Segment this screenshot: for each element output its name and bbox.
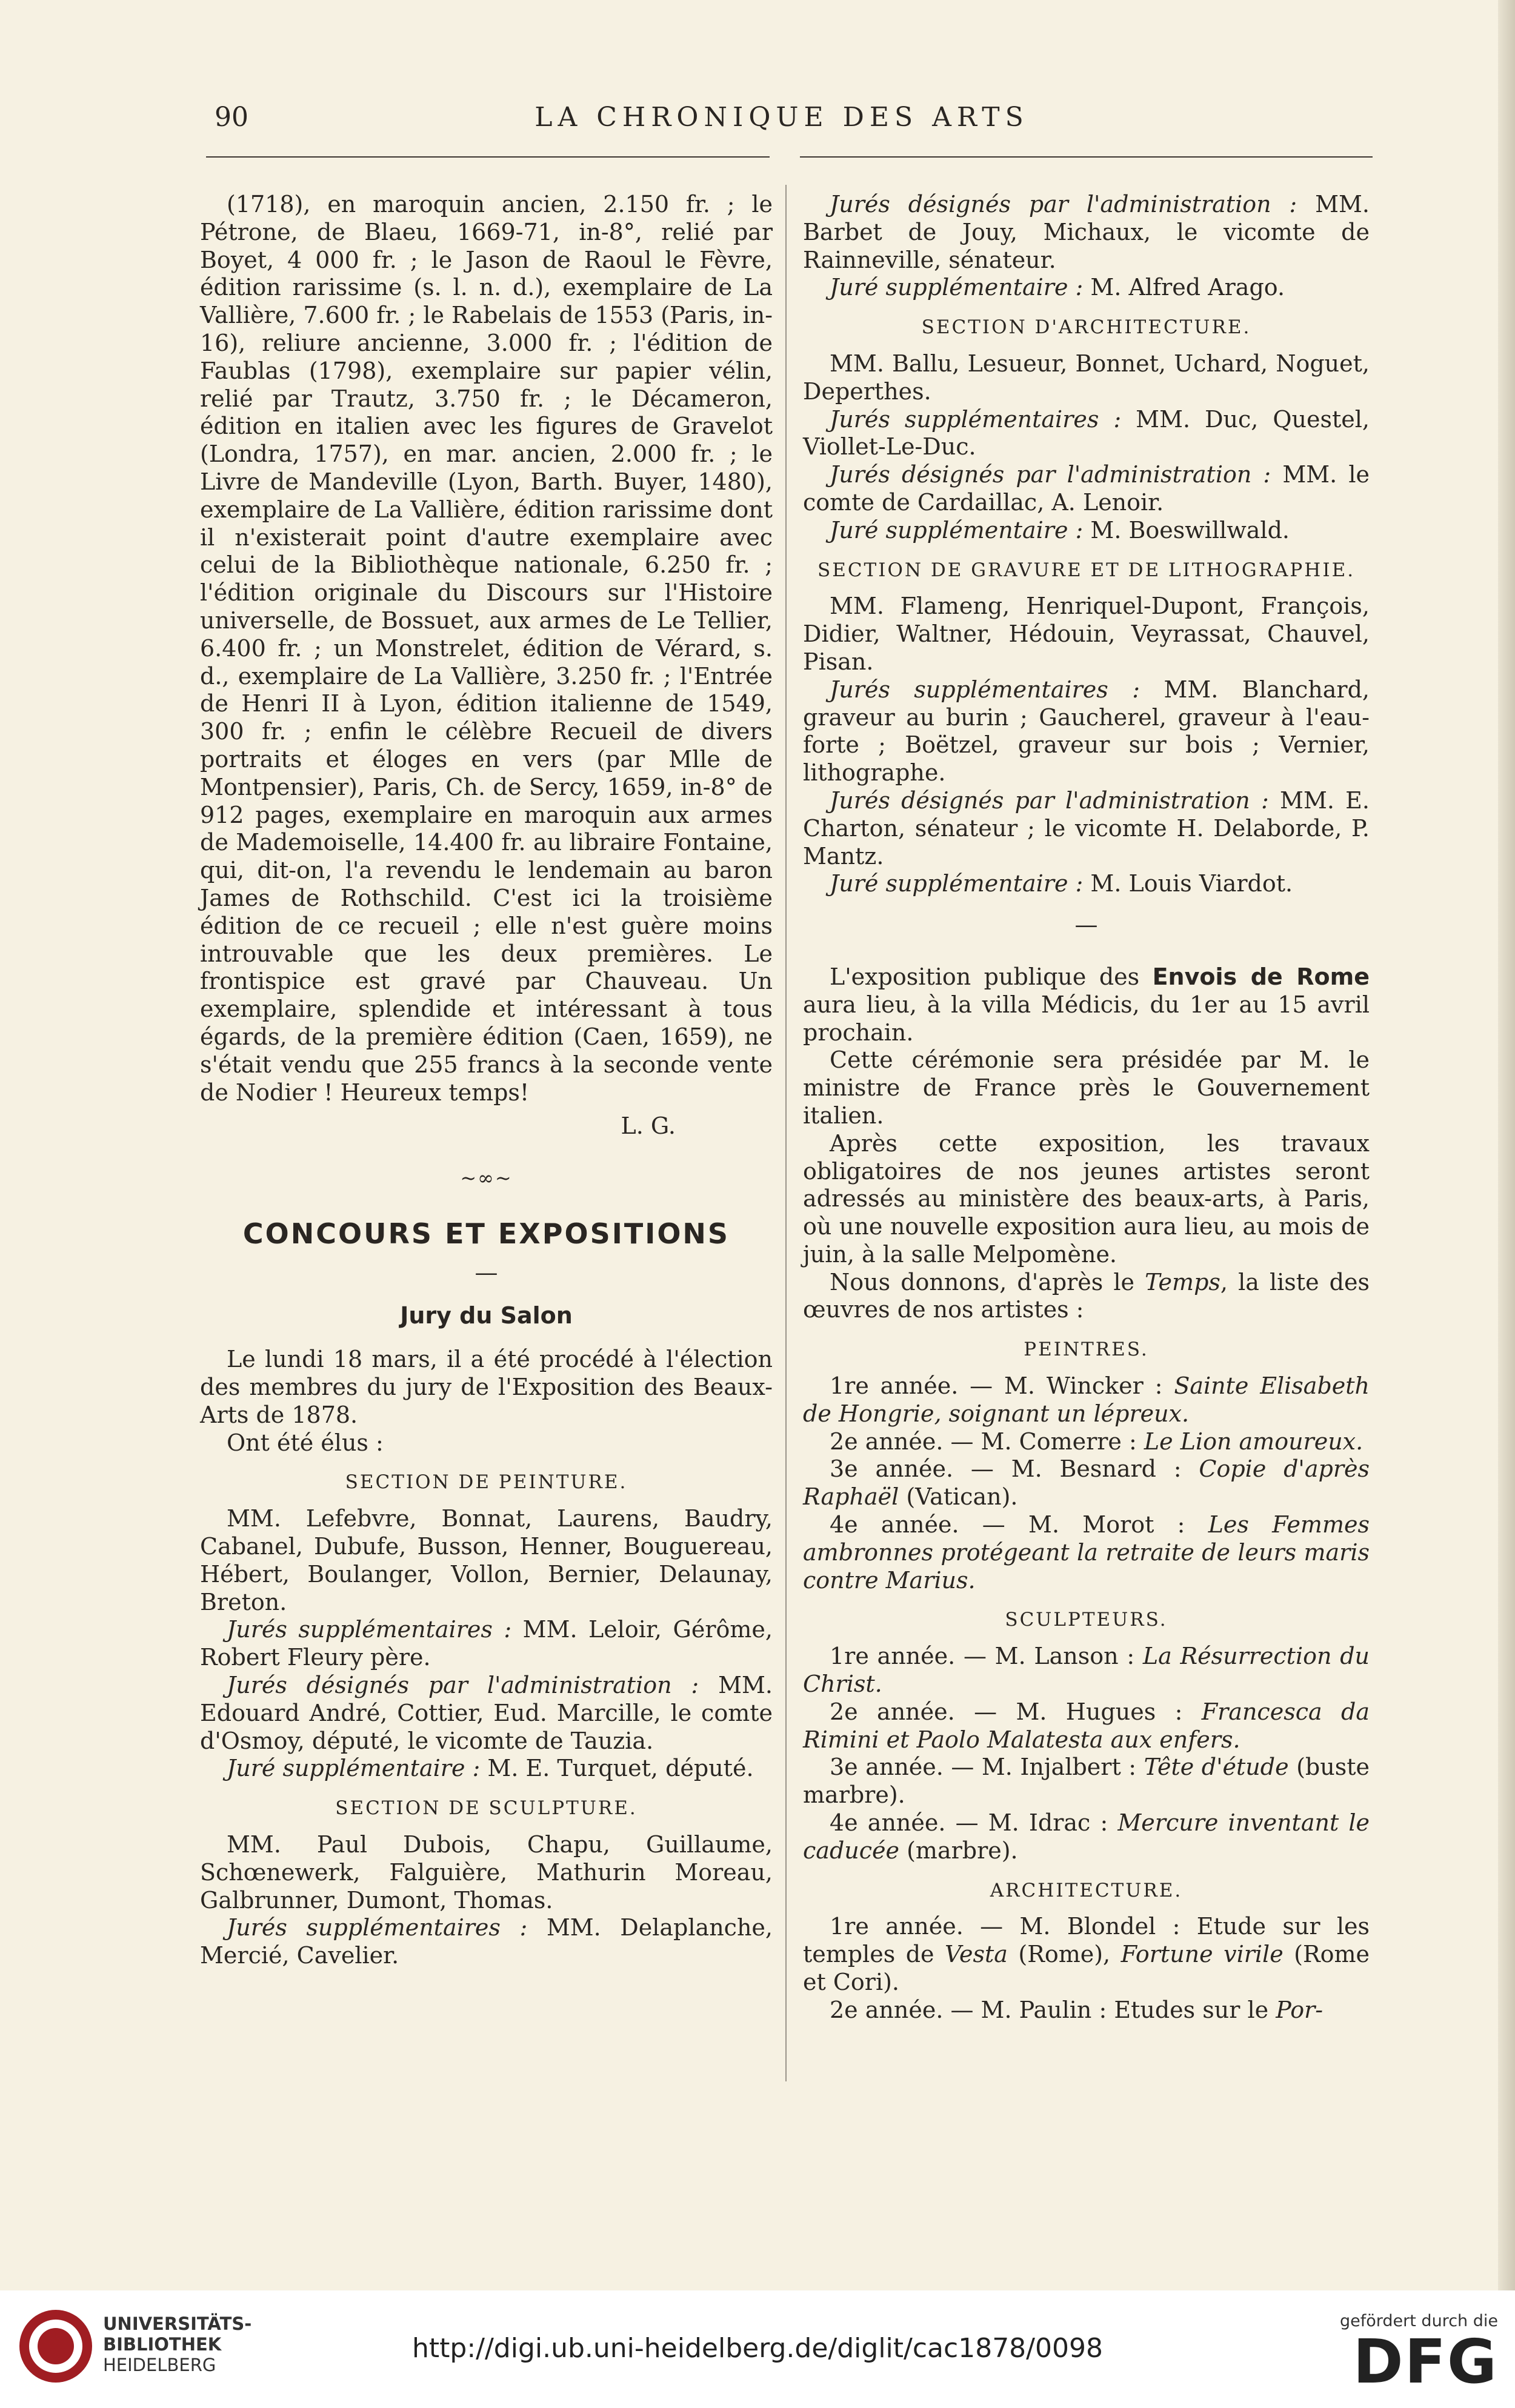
column-divider bbox=[785, 185, 787, 2081]
ceremony-paragraph: Cette cérémonie sera présidée par M. le ministre de France près le Gouvernement italien. bbox=[803, 1046, 1370, 1129]
header-rule-left bbox=[206, 156, 770, 158]
painter-entry: 2e année. — M. Comerre : Le Lion amoureux. bbox=[830, 1428, 1364, 1455]
sculpture-supp-juror: Juré supplémentaire : M. Alfred Arago. bbox=[830, 274, 1285, 301]
author-signature: L. G. bbox=[621, 1113, 676, 1140]
section-architecture-heading: SECTION D'ARCHITECTURE. bbox=[921, 316, 1251, 339]
envois-paragraph: L'exposition publique des Envois de Rome aura lieu, à la villa Médicis, du 1er au 15 avril prochain. bbox=[803, 963, 1370, 1046]
painter-entry: 3e année. — M. Besnard : Copie d'après Raphaël (Vatican). bbox=[803, 1455, 1370, 1511]
elus-line: Ont été élus : bbox=[227, 1429, 384, 1456]
works-list-intro: Nous donnons, d'après le Temps, la liste des œuvres de nos artistes : bbox=[803, 1268, 1370, 1323]
intro-paragraph: Le lundi 18 mars, il a été procédé à l'élection des membres du jury de l'Exposition des Beaux-Arts de 1878. bbox=[200, 1346, 773, 1428]
university-library-name: UNIVERSITÄTS- BIBLIOTHEK HEIDELBERG bbox=[103, 2313, 252, 2375]
architecture-supp-juror: Juré supplémentaire : M. Boeswillwald. bbox=[830, 516, 1290, 544]
architecture-members: MM. Ballu, Lesueur, Bonnet, Uchard, Noguet, Deperthes. bbox=[803, 350, 1370, 405]
dfg-logo: DFG bbox=[1353, 2326, 1498, 2397]
painting-members: MM. Lefebvre, Bonnat, Laurens, Baudry, Cabanel, Dubufe, Busson, Henner, Bouguereau, Hébert, Boulanger, Vollon, Bernier, Delaunay, Breton. bbox=[200, 1505, 773, 1615]
funder-caption: gefördert durch die bbox=[1340, 2312, 1498, 2330]
architecture-supplementary: Jurés supplémentaires : MM. Duc, Questel, Viollet-Le-Duc. bbox=[803, 405, 1370, 461]
sculptor-entry: 2e année. — M. Hugues : Francesca da Rimini et Paolo Malatesta aux enfers. bbox=[803, 1698, 1370, 1753]
left-column bbox=[200, 191, 773, 1970]
engraving-supplementary: Jurés supplémentaires : MM. Blanchard, graveur au burin ; Gaucherel, graveur à l'eau-forte ; Boëtzel, graveur sur bois ; Vernier, lithographe. bbox=[803, 676, 1370, 787]
section-heading: CONCOURS ET EXPOSITIONS bbox=[242, 1217, 730, 1250]
engraving-members: MM. Flameng, Henriquel-Dupont, François, Didier, Waltner, Hédouin, Veyrassat, Chauvel, Pisan. bbox=[803, 593, 1370, 675]
section-painting-heading: SECTION DE PEINTURE. bbox=[345, 1471, 628, 1494]
page-number: 90 bbox=[215, 102, 248, 133]
architecture-admin: Jurés désignés par l'administration : MM. le comte de Cardaillac, A. Lenoir. bbox=[803, 461, 1370, 516]
sculptor-entry: 1re année. — M. Lanson : La Résurrection du Christ. bbox=[803, 1643, 1370, 1698]
engraving-admin: Jurés désignés par l'administration : MM. E. Charton, sénateur ; le vicomte H. Delaborde, P. Mantz. bbox=[803, 787, 1370, 870]
painter-entry: 4e année. — M. Morot : Les Femmes ambronnes protégeant la retraite de leurs maris contre Marius. bbox=[803, 1511, 1370, 1594]
painter-entry: 1re année. — M. Wincker : Sainte Elisabeth de Hongrie, soignant un lépreux. bbox=[803, 1372, 1370, 1427]
article-paragraph: (1718), en maroquin ancien, 2.150 fr. ; le Pétrone, de Blaeu, 1669-71, in-8°, relié par Boyet, 4 000 fr. ; le Jason de Raoul le Fèvre, édition rarissime (s. l. n. d.), exemplaire de La Vallière, 7.600 fr. ; le Rabelais de 1553 (Paris, in-16), reliure ancienne, 3.000 fr. ; l'édition de Faublas (1798), exemplaire sur papier vélin, relié par Trautz, 3.750 fr. ; le Décameron, édition en italien avec les figures de Gravelot (Londra, 1757), en mar. ancien, 2.000 fr. ; le Livre de Mandeville (Lyon, Barth. Buyer, 1480), exemplaire de La Vallière, édition rarissime dont il n'existerait point d'autre exemplaire avec celui de la Bibliothèque nationale, 6.250 fr. ; l'édition originale du Discours sur l'Histoire universelle, de Bossuet, aux armes de Le Tellier, 6.400 fr. ; un Monstrelet, édition de Vérard, s. d., exemplaire de La Vallière, 3.250 fr. ; l'Entrée de Henri II à Lyon, édition italienne de 1549, 300 fr. ; enfin le célèbre Recueil de divers portraits et éloges en vers (par Mlle de Montpensier), Paris, Ch. de Sercy, 1659, in-8° de 912 pages, exemplaire en maroquin aux armes de Mademoiselle, 14.400 fr. au libraire Fontaine, qui, dit-on, l'a revendu le lendemain au baron James de Rothschild. C'est ici la troisième édition de ce recueil ; elle n'est guère moins introuvable que les deux premières. Le frontispice est gravé par Chauveau. Un exemplaire, splendide et intéressant à tous égards, de la première édition (Caen, 1659), ne s'était vendu que 255 francs à la seconde vente de Nodier ! Heureux temps! bbox=[200, 191, 773, 1106]
painting-supplementary: Jurés supplémentaires : MM. Leloir, Gérôme, Robert Fleury père. bbox=[200, 1616, 773, 1671]
right-column bbox=[803, 191, 1370, 2024]
header-rule-right bbox=[800, 156, 1373, 158]
painting-admin: Jurés désignés par l'administration : MM. Edouard André, Cottier, Eud. Marcille, le comte d'Osmoy, député, le vicomte de Tauzia. bbox=[200, 1672, 773, 1754]
page-edge bbox=[1498, 0, 1515, 2290]
after-exhibition-paragraph: Après cette exposition, les travaux obligatoires de nos jeunes artistes seront adressés au ministère des beaux-arts, à Paris, où une nouvelle exposition aura lieu, au mois de juin, à la salle Melpomène. bbox=[803, 1129, 1370, 1268]
painting-supp-juror: Juré supplémentaire : M. E. Turquet, député. bbox=[227, 1755, 754, 1782]
dash-separator: — bbox=[474, 1259, 498, 1286]
subsection-heading: Jury du Salon bbox=[400, 1302, 573, 1329]
sculptor-entry: 4e année. — M. Idrac : Mercure inventant le caducée (marbre). bbox=[803, 1809, 1370, 1864]
sculpture-supplementary: Jurés supplémentaires : MM. Delaplanche, Mercié, Cavelier. bbox=[200, 1914, 773, 1969]
page-header bbox=[206, 102, 1357, 144]
section-sculpture-heading: SECTION DE SCULPTURE. bbox=[335, 1797, 638, 1820]
painters-heading: PEINTRES. bbox=[1024, 1339, 1149, 1361]
dash-separator: — bbox=[1074, 911, 1098, 939]
sculptors-heading: SCULPTEURS. bbox=[1005, 1609, 1168, 1631]
architecture-heading: ARCHITECTURE. bbox=[990, 1879, 1183, 1901]
ornament-divider: ~∞~ bbox=[460, 1166, 513, 1190]
architect-entry: 2e année. — M. Paulin : Etudes sur le Por- bbox=[830, 1996, 1324, 2023]
sculpture-admin: Jurés désignés par l'administration : MM. Barbet de Jouy, Michaux, le vicomte de Rainneville, sénateur. bbox=[803, 191, 1370, 273]
sculpture-members: MM. Paul Dubois, Chapu, Guillaume, Schœnewerk, Falguière, Mathurin Moreau, Galbrunner, Dumont, Thomas. bbox=[200, 1831, 773, 1914]
sculptor-entry: 3e année. — M. Injalbert : Tête d'étude (buste marbre). bbox=[803, 1754, 1370, 1809]
section-engraving-heading: SECTION DE GRAVURE ET DE LITHOGRAPHIE. bbox=[817, 559, 1356, 581]
engraving-supp-juror: Juré supplémentaire : M. Louis Viardot. bbox=[830, 870, 1293, 897]
architect-entry: 1re année. — M. Blondel : Etude sur les temples de Vesta (Rome), Fortune virile (Rome et Cori). bbox=[803, 1913, 1370, 1996]
source-url-link[interactable]: http://digi.ub.uni-heidelberg.de/diglit/cac1878/0098 bbox=[412, 2333, 1103, 2364]
running-title: LA CHRONIQUE DES ARTS bbox=[534, 102, 1029, 133]
